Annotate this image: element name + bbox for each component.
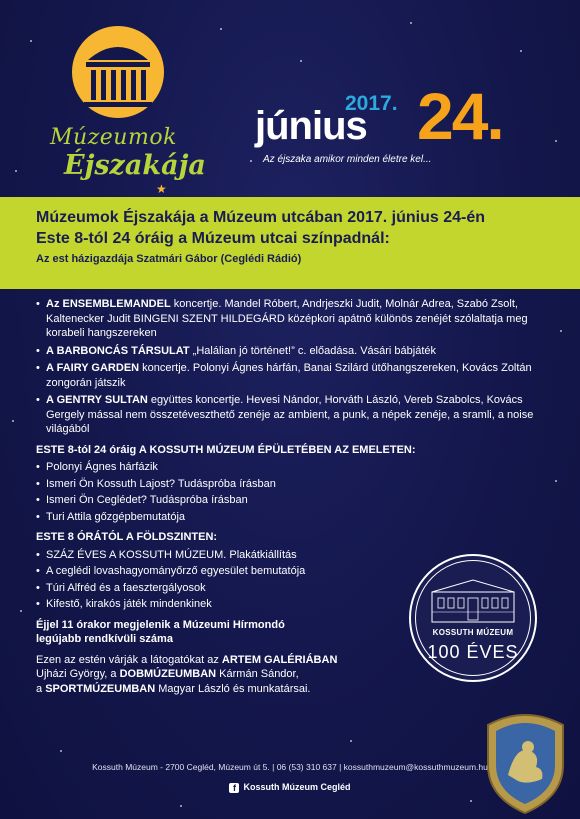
stage-item-title: Az ENSEMBLEMANDEL [46, 298, 171, 310]
stage-item [36, 297, 536, 341]
stage-item [36, 344, 536, 359]
logo-text-muzeumok: Múzeumok [50, 125, 177, 150]
ground-item: • A ceglédi lovashagyományőrző egyesület bemutatója [36, 564, 536, 579]
date-year: 2017. [345, 92, 398, 115]
stage-item-text: „Halálian jó történet!” c. előadása. Vásári bábjáték [189, 344, 437, 357]
upstairs-item: • Ismeri Ön Ceglédet? Tudáspróba írásban [36, 493, 536, 508]
footer-contact: Kossuth Múzeum - 2700 Cegléd, Múzeum út 5. | 06 (53) 310 637 | kossuthmuzeum@kossuthmuzeum.hu [92, 762, 488, 772]
museum-building-icon [428, 578, 518, 624]
banner-title: Múzeumok Éjszakája a Múzeum utcában 2017. június 24-én [36, 209, 486, 226]
stage-item-text: koncertje. Polonyi Ágnes hárfán, Banai Szilárd ütőhangszereken, Kovács Zoltán zongorán játszik [46, 362, 532, 389]
logo-text-ejszakaja: Éjszakája [64, 150, 206, 181]
stage-item [36, 361, 536, 390]
date-month: június [255, 104, 367, 148]
facebook-link[interactable] [0, 782, 580, 793]
stage-item-text: együttes koncertje. Hevesi Nándor, Horváth László, Vereb Szabolcs, Kovács Gergely mással nem összetéveszthető zenéje az ambient, a punk, a népek zenéje, a sramli, a noise világából [46, 394, 534, 435]
tagline: Az éjszaka amikor minden életre kel... [263, 154, 432, 165]
badge-age: 100 ÉVES [427, 642, 519, 662]
badge-museum-name: KOSSUTH MÚZEUM [432, 628, 514, 637]
invite-text: Ujházi György, a [36, 668, 120, 680]
headline-banner [0, 197, 580, 289]
upstairs-heading: ESTE 8-tól 24 óráig A KOSSUTH MÚZEUM ÉPÜLETÉBEN AZ EMELETEN: [36, 443, 416, 456]
invite-venue: ARTEM GALÉRIÁBAN [221, 653, 338, 666]
invite-text: Magyar László és munkatársai. [155, 682, 311, 695]
date-day: 24. [417, 79, 503, 153]
ground-item: • Kifestő, kirakós játék mindenkinek [36, 597, 536, 612]
upstairs-item: • Ismeri Ön Kossuth Lajost? Tudáspróba írásban [36, 477, 536, 492]
museums-night-logo [38, 22, 206, 196]
event-date [255, 80, 575, 180]
invite-venue: SPORTMÚZEUMBAN [45, 682, 156, 695]
midnight-line2: legújabb rendkívüli száma [36, 633, 173, 645]
kossuth-museum-100-badge [409, 554, 537, 682]
invite-text: Kármán Sándor, [216, 668, 299, 680]
stage-item-title: A BARBONCÁS TÁRSULAT [46, 344, 190, 357]
facebook-label: Kossuth Múzeum Cegléd [243, 782, 351, 792]
stage-item-title: A GENTRY SULTAN [46, 394, 148, 406]
facebook-icon: f [229, 783, 239, 793]
invite-text: a [36, 682, 46, 695]
invite-text: Ezen az estén várják a látogatókat az [36, 653, 222, 666]
ground-heading: ESTE 8 ÓRÁTÓL A FÖLDSZINTEN: [36, 531, 218, 543]
coat-of-arms-icon [478, 705, 573, 815]
ground-item: • SZÁZ ÉVES A KOSSUTH MÚZEUM. Plakátkiállítás [36, 548, 536, 563]
stage-item-title: A FAIRY GARDEN [46, 362, 140, 374]
upstairs-item: • Turi Attila gőzgépbemutatója [36, 510, 536, 525]
invite-venue: DOBMÚZEUMBAN [119, 668, 217, 680]
banner-subtitle: Este 8-tól 24 óráig a Múzeum utcai színpadnál: [36, 230, 390, 247]
midnight-line1: Éjjel 11 órakor megjelenik a Múzeumi Hírmondó [36, 618, 285, 631]
museum-moon-icon [68, 22, 168, 122]
stage-item [36, 393, 536, 437]
ground-item: • Túri Alfréd és a faesztergályosok [36, 581, 536, 596]
stage-item-text: koncertje. Mandel Róbert, Andrjeszki Judit, Molnár Adrea, Szabó Zsolt, Kaltenecker Judit BINGENI SZENT HILDEGÁRD középkori apátnő különös zenéjét szólaltatja meg korabeli hangszereken [46, 298, 528, 339]
star-icon: ★ [156, 182, 167, 196]
banner-host: Az est házigazdája Szatmári Gábor (Ceglédi Rádió) [36, 253, 302, 265]
invite-line [36, 682, 536, 697]
upstairs-item: • Polonyi Ágnes hárfázik [36, 460, 536, 475]
